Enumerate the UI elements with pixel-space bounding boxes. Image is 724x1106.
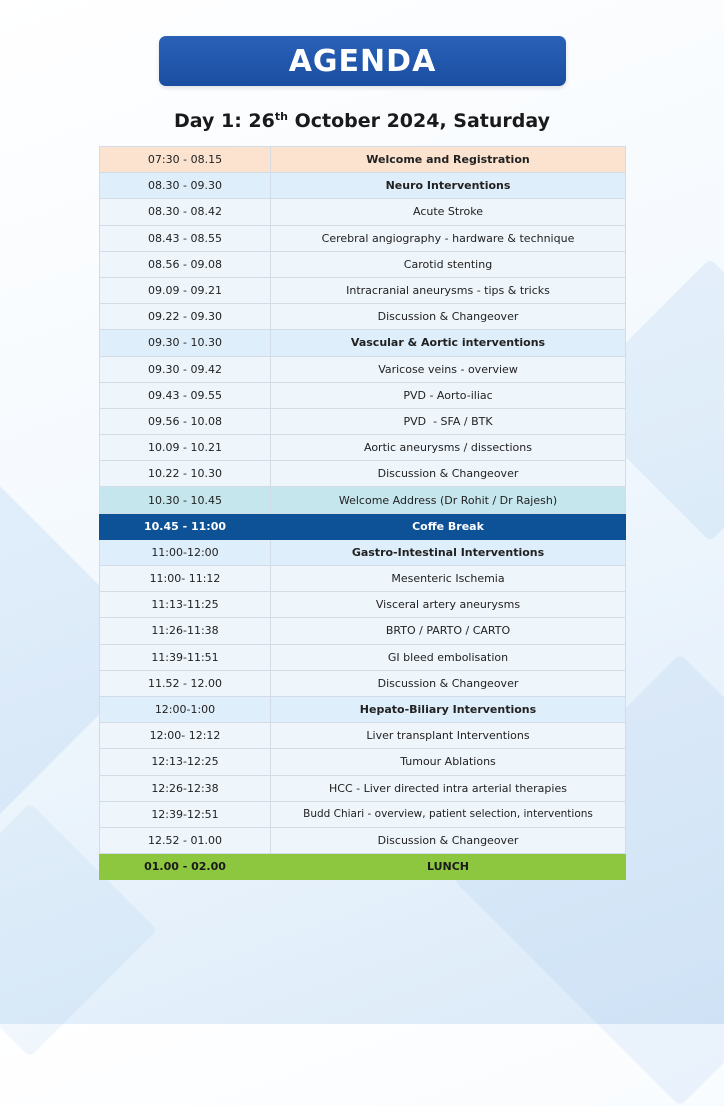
schedule-section-header	[100, 173, 626, 199]
row-session: Mesenteric Ischemia	[271, 566, 626, 592]
row-session: Welcome and Registration	[271, 147, 626, 173]
agenda-banner	[159, 36, 566, 86]
schedule-row	[100, 723, 626, 749]
row-time: 09.09 - 09.21	[100, 277, 271, 303]
row-time: 09.43 - 09.55	[100, 382, 271, 408]
schedule-section-header	[100, 330, 626, 356]
row-time: 08.30 - 09.30	[100, 173, 271, 199]
schedule-row	[100, 749, 626, 775]
day-heading	[0, 110, 724, 132]
row-time: 10.30 - 10.45	[100, 487, 271, 513]
row-time: 11:39-11:51	[100, 644, 271, 670]
schedule-row	[100, 827, 626, 853]
row-session: Intracranial aneurysms - tips & tricks	[271, 277, 626, 303]
schedule-row	[100, 801, 626, 827]
row-session: Vascular & Aortic interventions	[271, 330, 626, 356]
row-time: 12:39-12:51	[100, 801, 271, 827]
schedule-section-header	[100, 539, 626, 565]
row-time: 09.30 - 09.42	[100, 356, 271, 382]
agenda-title: AGENDA	[288, 43, 437, 79]
day-heading-rest: October 2024, Saturday	[287, 110, 551, 132]
row-time: 12:00- 12:12	[100, 723, 271, 749]
row-session: Welcome Address (Dr Rohit / Dr Rajesh)	[271, 487, 626, 513]
row-time: 12:00-1:00	[100, 696, 271, 722]
row-session: BRTO / PARTO / CARTO	[271, 618, 626, 644]
row-time: 11:00-12:00	[100, 539, 271, 565]
row-time: 07:30 - 08.15	[100, 147, 271, 173]
row-session: Discussion & Changeover	[271, 670, 626, 696]
row-session: Liver transplant Interventions	[271, 723, 626, 749]
row-time: 11:13-11:25	[100, 592, 271, 618]
schedule-row-registration	[100, 147, 626, 173]
schedule-row	[100, 566, 626, 592]
row-session: PVD - Aorto-iliac	[271, 382, 626, 408]
row-time: 12:26-12:38	[100, 775, 271, 801]
schedule-row	[100, 277, 626, 303]
row-time: 09.56 - 10.08	[100, 408, 271, 434]
row-session: Acute Stroke	[271, 199, 626, 225]
schedule-row	[100, 304, 626, 330]
schedule-section-header	[100, 696, 626, 722]
row-session: Discussion & Changeover	[271, 827, 626, 853]
row-time: 08.43 - 08.55	[100, 225, 271, 251]
row-session: Gastro-Intestinal Interventions	[271, 539, 626, 565]
row-session: Tumour Ablations	[271, 749, 626, 775]
row-time: 09.22 - 09.30	[100, 304, 271, 330]
row-time: 11:00- 11:12	[100, 566, 271, 592]
schedule-row	[100, 408, 626, 434]
row-time: 08.30 - 08.42	[100, 199, 271, 225]
schedule-row	[100, 592, 626, 618]
schedule-row	[100, 618, 626, 644]
schedule-row-break	[100, 513, 626, 539]
schedule-row	[100, 644, 626, 670]
schedule-table	[99, 146, 626, 880]
row-session: Discussion & Changeover	[271, 461, 626, 487]
schedule-row	[100, 199, 626, 225]
schedule-row	[100, 356, 626, 382]
schedule-row	[100, 461, 626, 487]
row-session: Budd Chiari - overview, patient selection, interventions	[271, 801, 626, 827]
row-time: 01.00 - 02.00	[100, 854, 271, 880]
schedule-row	[100, 382, 626, 408]
row-session: Hepato-Biliary Interventions	[271, 696, 626, 722]
schedule-row	[100, 670, 626, 696]
row-time: 08.56 - 09.08	[100, 251, 271, 277]
schedule-row-lunch	[100, 854, 626, 880]
row-session: Visceral artery aneurysms	[271, 592, 626, 618]
schedule-row	[100, 225, 626, 251]
row-session: Neuro Interventions	[271, 173, 626, 199]
row-session: Discussion & Changeover	[271, 304, 626, 330]
day-heading-ordinal: th	[274, 110, 288, 123]
schedule-row	[100, 775, 626, 801]
row-time: 10.45 - 11:00	[100, 513, 271, 539]
row-session: Varicose veins - overview	[271, 356, 626, 382]
row-session: Carotid stenting	[271, 251, 626, 277]
row-session: Aortic aneurysms / dissections	[271, 435, 626, 461]
row-session: PVD - SFA / BTK	[271, 408, 626, 434]
row-time: 12:13-12:25	[100, 749, 271, 775]
schedule-row	[100, 435, 626, 461]
row-time: 10.09 - 10.21	[100, 435, 271, 461]
day-heading-date: Day 1: 26	[173, 110, 275, 132]
row-session: Cerebral angiography - hardware & technique	[271, 225, 626, 251]
schedule-row	[100, 251, 626, 277]
row-time: 12.52 - 01.00	[100, 827, 271, 853]
row-time: 11:26-11:38	[100, 618, 271, 644]
row-session: LUNCH	[271, 854, 626, 880]
row-time: 11.52 - 12.00	[100, 670, 271, 696]
row-session: HCC - Liver directed intra arterial therapies	[271, 775, 626, 801]
row-session: Coffe Break	[271, 513, 626, 539]
schedule-row-welcome-address	[100, 487, 626, 513]
row-time: 10.22 - 10.30	[100, 461, 271, 487]
row-time: 09.30 - 10.30	[100, 330, 271, 356]
row-session: GI bleed embolisation	[271, 644, 626, 670]
